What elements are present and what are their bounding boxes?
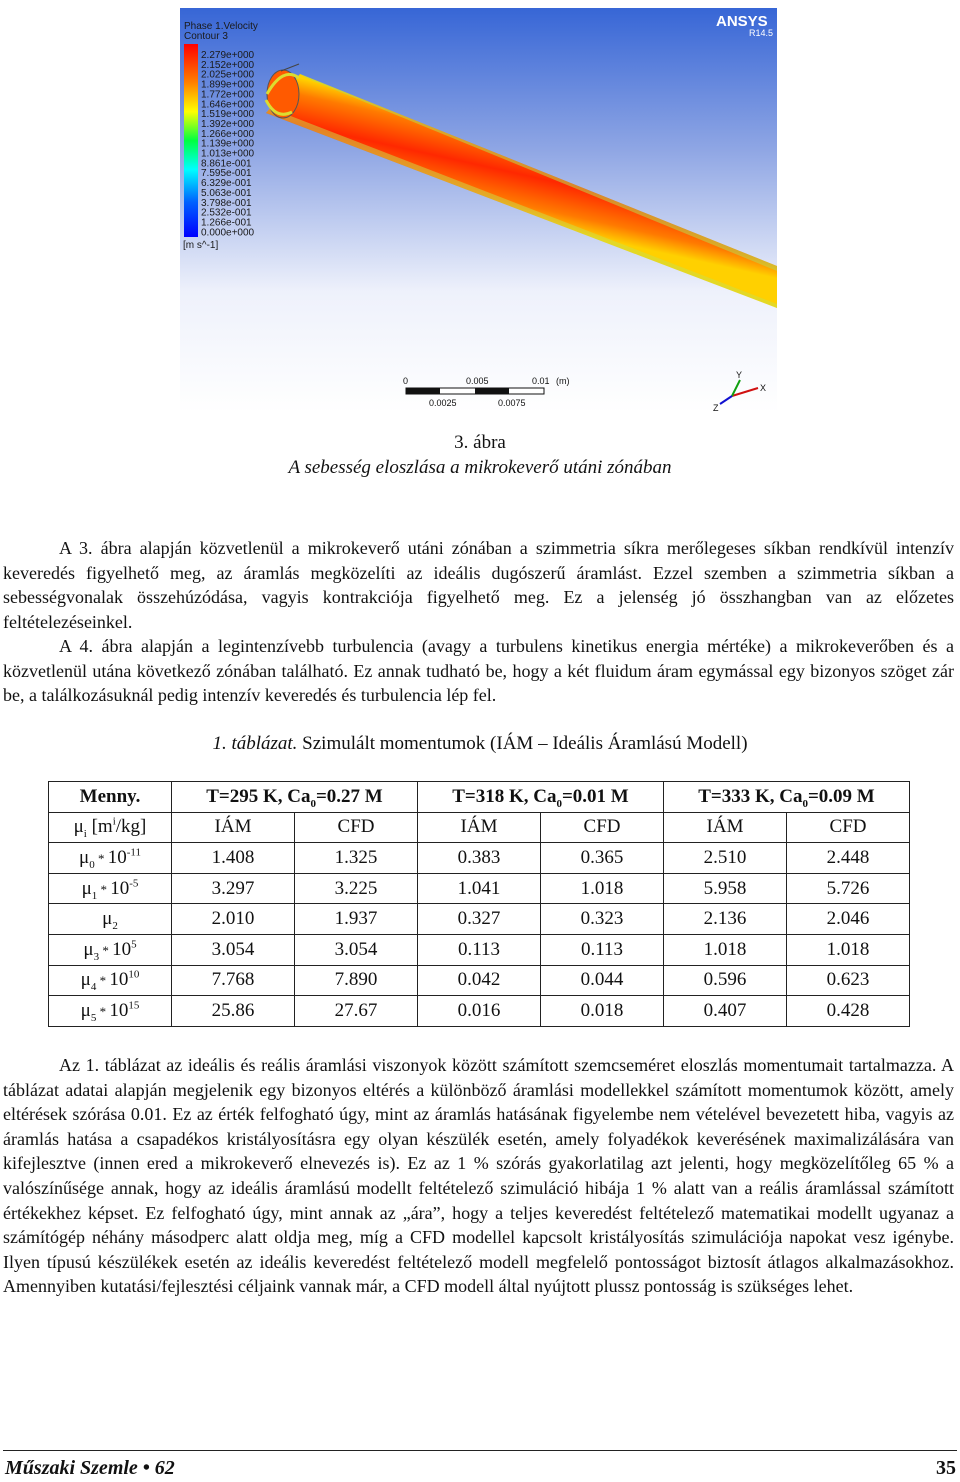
table-cell: 0.113 [418, 934, 541, 965]
header-cell: Menny. [49, 782, 172, 813]
legend-value: 1.266e-001 [201, 217, 252, 229]
table-cell: 1.018 [787, 934, 910, 965]
legend-values [201, 50, 255, 238]
legend-value: 2.532e-001 [201, 207, 252, 219]
table-cell: 1.018 [664, 934, 787, 965]
legend-value: 1.772e+000 [201, 89, 255, 101]
table-cell: 0.365 [541, 843, 664, 874]
scale-label: 0 [403, 376, 409, 386]
table-cell: 2.448 [787, 843, 910, 874]
row-label: $\mu_3 * 10^5$ [49, 934, 172, 965]
table-cell: IÁM [664, 812, 787, 843]
table-cell: 1.408 [172, 843, 295, 874]
table-cell: 0.596 [664, 965, 787, 996]
row-label: $\mu_i$ $[m^i/kg]$ [49, 812, 172, 843]
legend-value: 1.266e+000 [201, 128, 255, 140]
table-cell: 0.044 [541, 965, 664, 996]
header-cell: T=333 K, $Ca_0=0.09$ M [664, 782, 910, 813]
table-cell: 0.428 [787, 996, 910, 1027]
figure-caption: A sebesség eloszlása a mikrokeverő utáni zónában [288, 457, 672, 478]
table-cell: 2.046 [787, 904, 910, 935]
legend-value: 0.000e+000 [201, 227, 255, 239]
journal-name: Műszaki Szemle • 62 [5, 1457, 175, 1479]
table-cell: 0.323 [541, 904, 664, 935]
axis-x-label: X [760, 383, 767, 393]
table-cell: 3.225 [295, 873, 418, 904]
table-row [49, 965, 910, 996]
legend-value: 1.519e+000 [201, 109, 255, 121]
row-label: $\mu_1 * 10^{-5}$ [49, 873, 172, 904]
legend-title: Phase 1.Velocity [184, 21, 258, 32]
figure-number: 3. ábra [454, 432, 506, 453]
table-cell: IÁM [172, 812, 295, 843]
axis-z-label: Z [713, 403, 719, 413]
legend-value: 1.013e+000 [201, 148, 255, 160]
page-number: 35 [936, 1457, 956, 1479]
table-body [49, 843, 910, 1027]
table-cell: CFD [787, 812, 910, 843]
table-cell: CFD [295, 812, 418, 843]
row-label: $\mu_5 * 10^{15}$ [49, 996, 172, 1027]
table-cell: 1.018 [541, 873, 664, 904]
table-cell: 3.297 [172, 873, 295, 904]
scale-label: 0.01 [532, 376, 550, 386]
table-cell: 7.768 [172, 965, 295, 996]
paragraph [3, 1053, 954, 1299]
scale-unit: (m) [556, 376, 570, 386]
table-cell: 3.054 [172, 934, 295, 965]
legend-value: 7.595e-001 [201, 168, 252, 180]
paragraph-text: A 4. ábra alapján a legintenzívebb turbulencia (avagy a turbulens kinetikus energia mértéke) a mikrokeverőben és a közvetlenül utána következő zónában található. Ez annak tudható be, hogy a két fluidum áram egymással egy bizonyos szöget zár be, a találkozásuknál pedig intenzív keveredés és turbulencia lép fel. [3, 636, 954, 706]
row-label: $\mu_4 * 10^{10}$ [49, 965, 172, 996]
axis-y-label: Y [736, 370, 743, 380]
legend-value: 8.861e-001 [201, 158, 252, 170]
legend-value: 5.063e-001 [201, 187, 252, 199]
table-row [49, 904, 910, 935]
legend-value: 2.279e+000 [201, 50, 255, 61]
color-scale-bar [184, 44, 198, 237]
table-header-row [49, 782, 910, 813]
scale-label: 0.005 [466, 376, 489, 386]
legend-value: 2.152e+000 [201, 59, 255, 71]
table-row [49, 934, 910, 965]
scale-label: 0.0025 [429, 398, 457, 408]
table-cell: 2.136 [664, 904, 787, 935]
paragraph-text: A 3. ábra alapján közvetlenül a mikrokeverő utáni zónában a szimmetria síkra merőlegeses síkban rendkívül intenzív keveredés figyelhető meg, az áramlás megközelíti az ideális dugószerű áramlást. Ezzel szemben a szimmetria síkban a sebességvonalak összehúzódása, vagyis kontrakciója figyelhető meg. Ez a jelenség jó összhangban van az előzetes feltételezéseinkel. [3, 538, 954, 632]
table-cell: 0.018 [541, 996, 664, 1027]
legend-value: 1.139e+000 [201, 138, 255, 150]
legend-value: 1.646e+000 [201, 99, 255, 111]
table-cell: 0.042 [418, 965, 541, 996]
ansys-logo: ANSYS [716, 13, 768, 30]
table-cell: CFD [541, 812, 664, 843]
table-cell: 0.327 [418, 904, 541, 935]
table-cell: 27.67 [295, 996, 418, 1027]
table-cell: 3.054 [295, 934, 418, 965]
table-unit-row [49, 812, 910, 843]
table-cell: 5.726 [787, 873, 910, 904]
table-cell: 0.407 [664, 996, 787, 1027]
legend-subtitle: Contour 3 [184, 31, 228, 42]
ansys-version: R14.5 [749, 28, 774, 38]
legend-value: 3.798e-001 [201, 197, 252, 209]
velocity-contour-figure [180, 8, 777, 413]
table-row [49, 996, 910, 1027]
legend-value: 1.899e+000 [201, 79, 255, 91]
table-cell: 25.86 [172, 996, 295, 1027]
table-caption-label: 1. táblázat. [212, 733, 298, 754]
table-cell: 0.016 [418, 996, 541, 1027]
header-cell: T=318 K, $Ca_0=0.01$ M [418, 782, 664, 813]
table-cell: 1.937 [295, 904, 418, 935]
row-label: $\mu_0 * 10^{-11}$ [49, 843, 172, 874]
table-row [49, 873, 910, 904]
legend-value: 2.025e+000 [201, 69, 255, 81]
table-cell: 1.325 [295, 843, 418, 874]
velocity-contour-image [180, 8, 777, 413]
paragraph [3, 634, 954, 708]
legend-value: 1.392e+000 [201, 118, 255, 130]
table-cell: 2.510 [664, 843, 787, 874]
header-cell: T=295 K, $Ca_0=0.27$ M [172, 782, 418, 813]
table-caption [0, 733, 960, 755]
table-cell: 2.010 [172, 904, 295, 935]
legend-unit: [m s^-1] [183, 240, 219, 251]
table-cell: 7.890 [295, 965, 418, 996]
table-cell: IÁM [418, 812, 541, 843]
paragraph [3, 536, 954, 634]
table-cell: 0.383 [418, 843, 541, 874]
table-cell: 1.041 [418, 873, 541, 904]
scale-label: 0.0075 [498, 398, 526, 408]
table-caption-text: Szimulált momentumok (IÁM – Ideális Áramlású Modell) [297, 733, 748, 754]
row-label: $\mu_2$ [49, 904, 172, 935]
paragraph-text: Az 1. táblázat az ideális és reális áramlási viszonyok között számított szemcseméret eloszlás momentumait tartalmazza. A táblázat adatai alapján megjelenik egy bizonyos eltérés a különböző áramlási modellekkel számított momentumok között, amely eltérések szórása 0.01. Ez az érték felfogható úgy, mint az áramlás hatásának figyelembe nem vételével bevezetett hiba, vagyis az áramlás hatása a csapadékos kristályosításra egy olyan készülék esetén, amely folyadékok keverésének maximalizálására van kifejlesztve (innen ered a mikrokeverő elnevezés is). Ez az 1 % szórás gyakorlatilag azt jelenti, hogy megközelítőleg 65 % a valószínűsége annak, hogy az ideális áramlású modellt feltételező szimuláció hibája 1 % alatt van a reális áramlással számított értékekhez képset. Ez felfogható úgy, mint annak az „ára”, hogy a teljes keveredést feltételező matematikai modellt ugyanaz a számítógép néhány másodperc alatt oldja meg, míg a CFD modellel kapcsolt kristályosítás szimulációja napokat vesz igénybe. Ilyen típusú készülékek esetén az ideális keveredést feltételező modell megfelelő pontosságot biztosít átlagos alkalmazásokhoz. Amennyiben kutatási/fejlesztési céljaink vannak már, a CFD modell által nyújtott plussz pontosság is szükséges lehet. [3, 1055, 954, 1297]
legend-value: 6.329e-001 [201, 178, 252, 190]
table-cell: 5.958 [664, 873, 787, 904]
table-cell: 0.623 [787, 965, 910, 996]
footer-rule [3, 1450, 957, 1451]
moments-table [48, 781, 910, 1027]
table-row [49, 843, 910, 874]
table-cell: 0.113 [541, 934, 664, 965]
